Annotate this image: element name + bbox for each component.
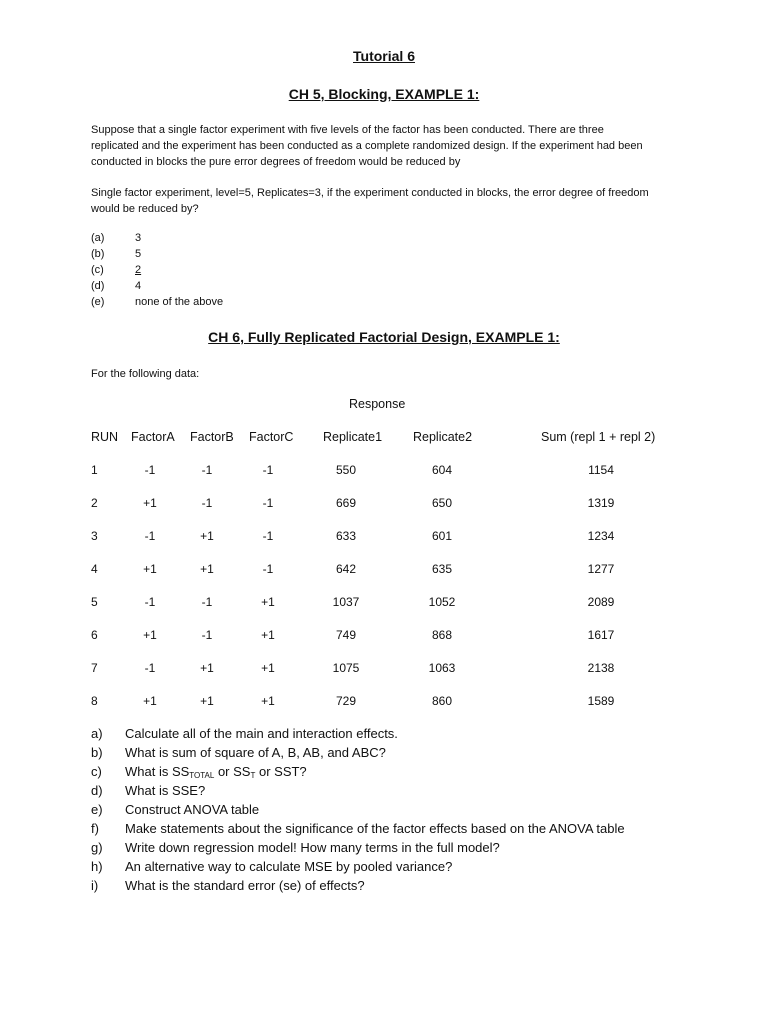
table-cell: +1 [200,529,214,543]
option-text: none of the above [135,296,224,308]
question-text: Write down regression model! How many terms in the full model? [125,840,500,855]
paragraph-line: would be reduced by? [91,203,199,215]
table-cell: 669 [335,496,357,510]
table-cell: 1617 [587,628,615,642]
question-text-part: What is SS [125,764,190,779]
table-cell: 860 [431,694,453,708]
question-text: An alternative way to calculate MSE by pooled variance? [125,859,453,874]
table-cell: 650 [431,496,453,510]
table-cell: -1 [262,496,274,510]
question-text-part: or SST? [255,764,307,779]
table-cell: -1 [262,463,274,477]
question-text: What is sum of square of A, B, AB, and ABC? [125,745,386,760]
table-cell: 1234 [587,529,615,543]
option-label: (d) [91,280,105,292]
run-number-cell: 1 [91,463,98,477]
column-header: Sum (repl 1 + repl 2) [541,430,656,444]
table-cell: 749 [335,628,357,642]
section1-heading: CH 5, Blocking, EXAMPLE 1: [288,86,480,102]
paragraph-line: Suppose that a single factor experiment with five levels of the factor has been conducted. There are three [91,124,604,136]
table-cell: 1075 [332,661,360,675]
table-cell: -1 [262,529,274,543]
run-number-cell: 5 [91,595,98,609]
question-label: g) [91,840,103,855]
table-cell: +1 [261,694,275,708]
question-text-part: or SS [214,764,251,779]
table-cell: +1 [143,694,157,708]
column-header: FactorB [190,430,234,444]
option-label: (a) [91,232,105,244]
option-text-answer: 2 [135,264,142,276]
question-text: What is SSE? [125,783,206,798]
question-label: e) [91,802,103,817]
response-label: Response [349,397,406,411]
table-cell: 604 [431,463,453,477]
table-cell: +1 [261,628,275,642]
option-text: 5 [135,248,142,260]
question-text: What is the standard error (se) of effects? [125,878,365,893]
subscript-t: T [250,771,256,780]
run-number-cell: 4 [91,562,98,576]
table-cell: 633 [335,529,357,543]
table-cell: 2089 [587,595,615,609]
column-header: RUN [91,430,119,444]
table-cell: -1 [144,661,156,675]
question-paragraph [91,122,681,170]
table-cell: 550 [335,463,357,477]
question-text [125,764,307,780]
question-label: b) [91,745,103,760]
table-cell: 729 [335,694,357,708]
question-label: f) [91,821,99,836]
restated-question [91,185,681,217]
column-header: FactorC [249,430,294,444]
table-cell: +1 [143,496,157,510]
option-text: 4 [135,280,142,292]
question-text: Make statements about the significance of the factor effects based on the ANOVA table [125,821,625,836]
table-intro: For the following data: [91,368,200,380]
run-number-cell: 2 [91,496,98,510]
table-cell: -1 [201,628,213,642]
table-cell: 1052 [428,595,456,609]
column-header: FactorA [131,430,175,444]
table-cell: -1 [201,595,213,609]
table-cell: +1 [200,694,214,708]
option-text: 3 [135,232,142,244]
table-cell: 1063 [428,661,456,675]
run-number-cell: 8 [91,694,98,708]
table-cell: -1 [144,595,156,609]
paragraph-line: replicated and the experiment has been conducted as a complete randomized design. If the experiment had been [91,140,643,152]
run-number-cell: 7 [91,661,98,675]
table-cell: +1 [261,661,275,675]
table-cell: 1037 [332,595,360,609]
question-label: d) [91,783,103,798]
column-header: Replicate2 [413,430,473,444]
question-label: a) [91,726,103,741]
question-label: i) [91,878,99,893]
table-cell: 1319 [587,496,615,510]
table-cell: 868 [431,628,453,642]
table-cell: +1 [200,562,214,576]
run-number-cell: 3 [91,529,98,543]
section2-heading: CH 6, Fully Replicated Factorial Design, EXAMPLE 1: [208,329,560,345]
table-cell: 1589 [587,694,615,708]
table-cell: +1 [200,661,214,675]
paragraph-line: Single factor experiment, level=5, Replicates=3, if the experiment conducted in blocks, the error degree of freedom [91,187,649,199]
page-title: Tutorial 6 [353,48,415,64]
option-label: (c) [91,264,104,276]
column-header: Replicate1 [323,430,383,444]
question-label: h) [91,859,103,874]
question-text: Calculate all of the main and interaction effects. [125,726,398,741]
table-cell: -1 [144,529,156,543]
table-cell: 2138 [587,661,615,675]
table-cell: -1 [262,562,274,576]
question-text: Construct ANOVA table [125,802,260,817]
subscript-total: TOTAL [189,771,215,780]
table-cell: -1 [144,463,156,477]
table-cell: 1154 [588,463,614,477]
option-label: (e) [91,296,105,308]
table-cell: 601 [431,529,453,543]
table-cell: -1 [201,463,213,477]
paragraph-line: conducted in blocks the pure error degrees of freedom would be reduced by [91,156,461,168]
question-label: c) [91,764,102,779]
table-cell: +1 [143,628,157,642]
table-cell: -1 [201,496,213,510]
run-number-cell: 6 [91,628,98,642]
table-cell: 642 [335,562,357,576]
table-cell: +1 [143,562,157,576]
table-cell: +1 [261,595,275,609]
table-cell: 1277 [587,562,615,576]
option-label: (b) [91,248,105,260]
table-cell: 635 [431,562,453,576]
